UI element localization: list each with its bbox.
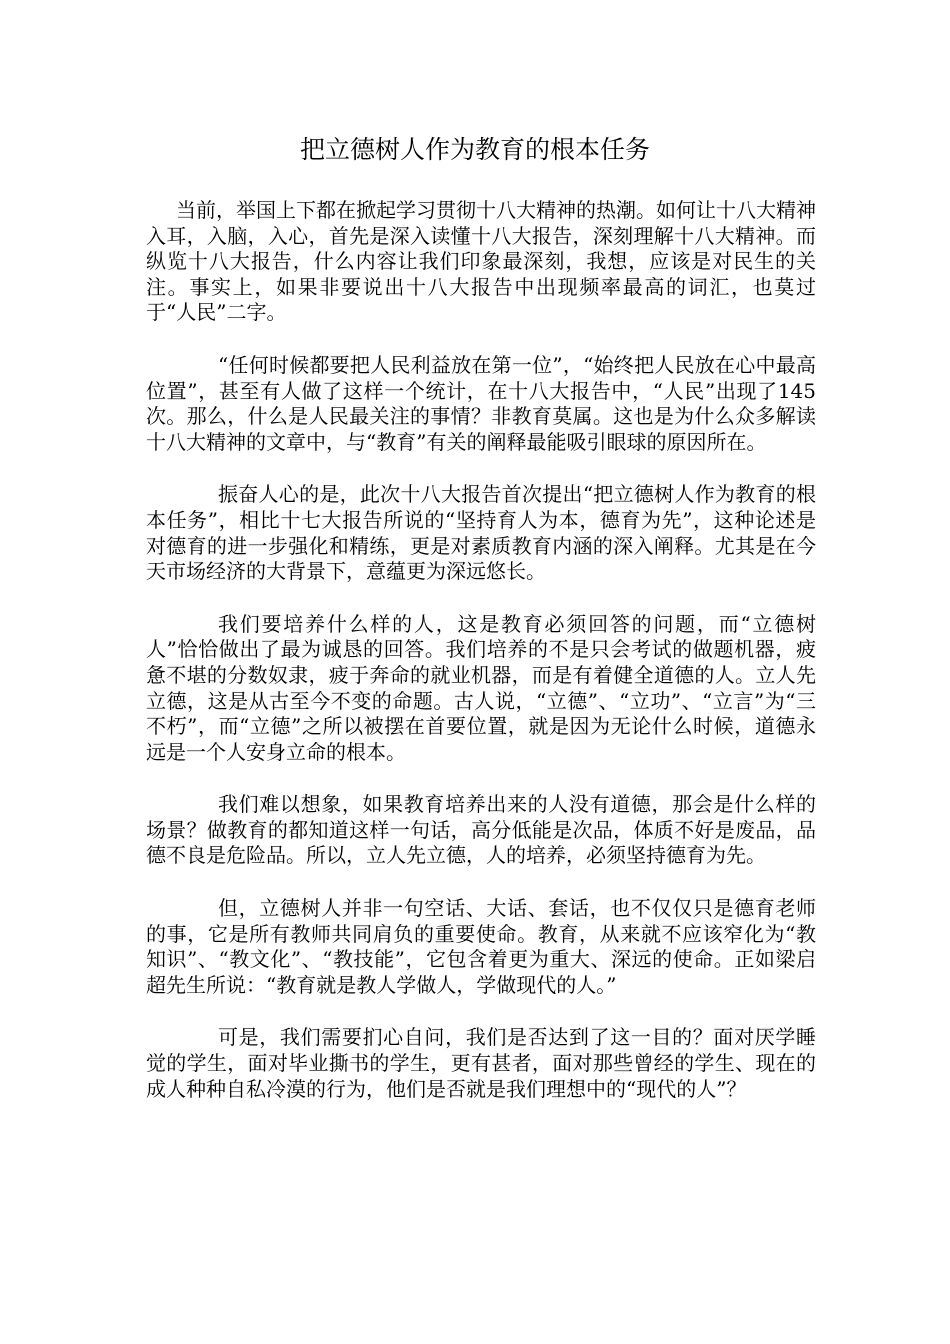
paragraph-5: 我们难以想象，如果教育培养出来的人没有道德，那会是什么样的场景？做教育的都知道这样一句话，高分低能是次品，体质不好是废品，品德不良是危险品。所以，立人先立德，人的培养，必须坚持德育为先。 [146, 792, 816, 868]
paragraph-6: 但，立德树人并非一句空话、大话、套话，也不仅仅只是德育老师的事，它是所有教师共同肩负的重要使命。教育，从来就不应该窄化为“教知识”、“教文化”、“教技能”，它包含着更为重大、深远的使命。正如梁启超先生所说：“教育就是教人学做人，学做现代的人。” [146, 896, 816, 997]
document-title: 把立德树人作为教育的根本任务 [299, 135, 650, 164]
paragraph-3: 振奋人心的是，此次十八大报告首次提出“把立德树人作为教育的根本任务”，相比十七大报告所说的“坚持育人为本，德育为先”，这种论述是对德育的进一步强化和精练，更是对素质教育内涵的深入阐释。尤其是在今天市场经济的大背景下，意蕴更为深远悠长。 [146, 482, 816, 584]
paragraph-2: “任何时候都要把人民利益放在第一位”，“始终把人民放在心中最高位置”，甚至有人做了这样一个统计，在十八大报告中，“人民”出现了145次。那么，什么是人民最关注的事情？非教育莫属。这也是为什么众多解读十八大精神的文章中，与“教育”有关的阐释最能吸引眼球的原因所在。 [146, 352, 816, 454]
paragraph-7: 可是，我们需要扪心自问，我们是否达到了这一目的？面对厌学睡觉的学生，面对毕业撕书的学生，更有甚者，面对那些曾经的学生、现在的成人种种自私冷漠的行为，他们是否就是我们理想中的“现代的人”？ [146, 1025, 816, 1101]
paragraph-4: 我们要培养什么样的人，这是教育必须回答的问题，而“立德树人”恰恰做出了最为诚恳的回答。我们培养的不是只会考试的做题机器，疲惫不堪的分数奴隶，疲于奔命的就业机器，而是有着健全道德的人。立人先立德，这是从古至今不变的命题。古人说，“立德”、“立功”、“立言”为“三不朽”，而“立德”之所以被摆在首要位置，就是因为无论什么时候，道德永远是一个人安身立命的根本。 [146, 611, 816, 764]
paragraph-1: 当前，举国上下都在掀起学习贯彻十八大精神的热潮。如何让十八大精神入耳，入脑，入心，首先是深入读懂十八大报告，深刻理解十八大精神。而纵览十八大报告，什么内容让我们印象最深刻，我想，应该是对民生的关注。事实上，如果非要说出十八大报告中出现频率最高的词汇，也莫过于“人民”二字。 [146, 198, 816, 325]
document-body [146, 198, 816, 1129]
